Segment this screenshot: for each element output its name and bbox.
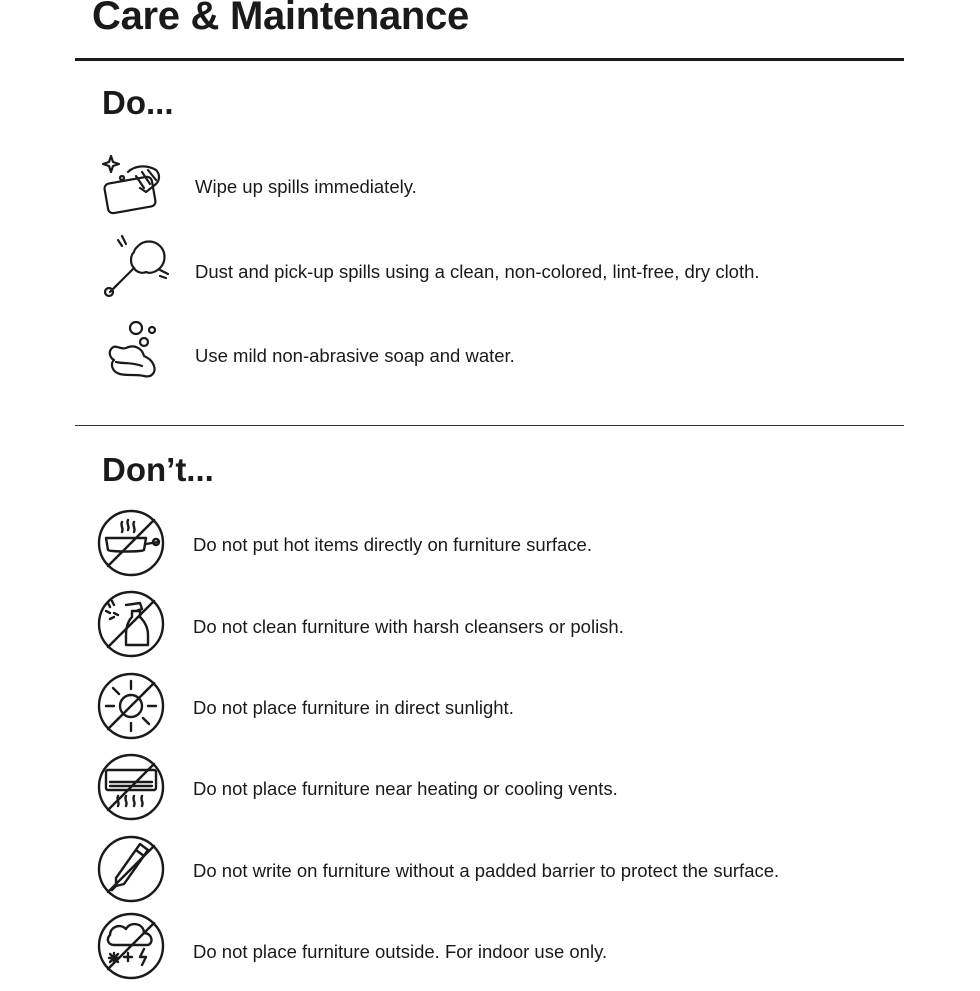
- dont-item-text: Do not clean furniture with harsh cleansers or polish.: [193, 616, 624, 637]
- do-item-dust: [0, 234, 980, 314]
- dont-item-text: Do not place furniture near heating or cooling vents.: [193, 778, 618, 799]
- do-item-text: Wipe up spills immediately.: [195, 176, 417, 197]
- no-sunlight-icon: [96, 671, 166, 741]
- do-item-soap: [0, 318, 980, 398]
- soap-sponge-icon: [104, 318, 164, 382]
- no-pen-icon: [96, 834, 166, 904]
- dont-item-text: Do not write on furniture without a padded barrier to protect the surface.: [193, 860, 780, 881]
- feather-duster-icon: [100, 234, 172, 300]
- dont-item-pen: [0, 834, 980, 914]
- dont-item-text: Do not place furniture outside. For indoor use only.: [193, 941, 608, 962]
- dont-item-hot: [0, 508, 980, 588]
- dont-item-text: Do not put hot items directly on furniture surface.: [193, 534, 592, 555]
- no-hot-pan-icon: [96, 508, 166, 578]
- do-item-text: Dust and pick-up spills using a clean, non-colored, lint-free, dry cloth.: [195, 261, 760, 282]
- do-item-wipe: [0, 150, 980, 230]
- title-divider: [75, 58, 904, 61]
- dont-item-text: Do not place furniture in direct sunlight.: [193, 697, 514, 718]
- dont-item-sun: [0, 671, 980, 751]
- section-divider: [75, 425, 904, 426]
- page-title: Care & Maintenance: [92, 0, 469, 38]
- no-outdoor-weather-icon: [96, 911, 166, 981]
- do-heading: Do...: [102, 84, 174, 121]
- dont-heading: Don’t...: [102, 451, 214, 488]
- wipe-spill-icon: [100, 150, 170, 216]
- dont-item-cleanser: [0, 589, 980, 669]
- no-spray-cleaner-icon: [96, 589, 166, 659]
- do-item-text: Use mild non-abrasive soap and water.: [195, 345, 515, 366]
- no-vent-icon: [96, 752, 166, 822]
- dont-item-outdoor: [0, 911, 980, 991]
- dont-item-vent: [0, 752, 980, 832]
